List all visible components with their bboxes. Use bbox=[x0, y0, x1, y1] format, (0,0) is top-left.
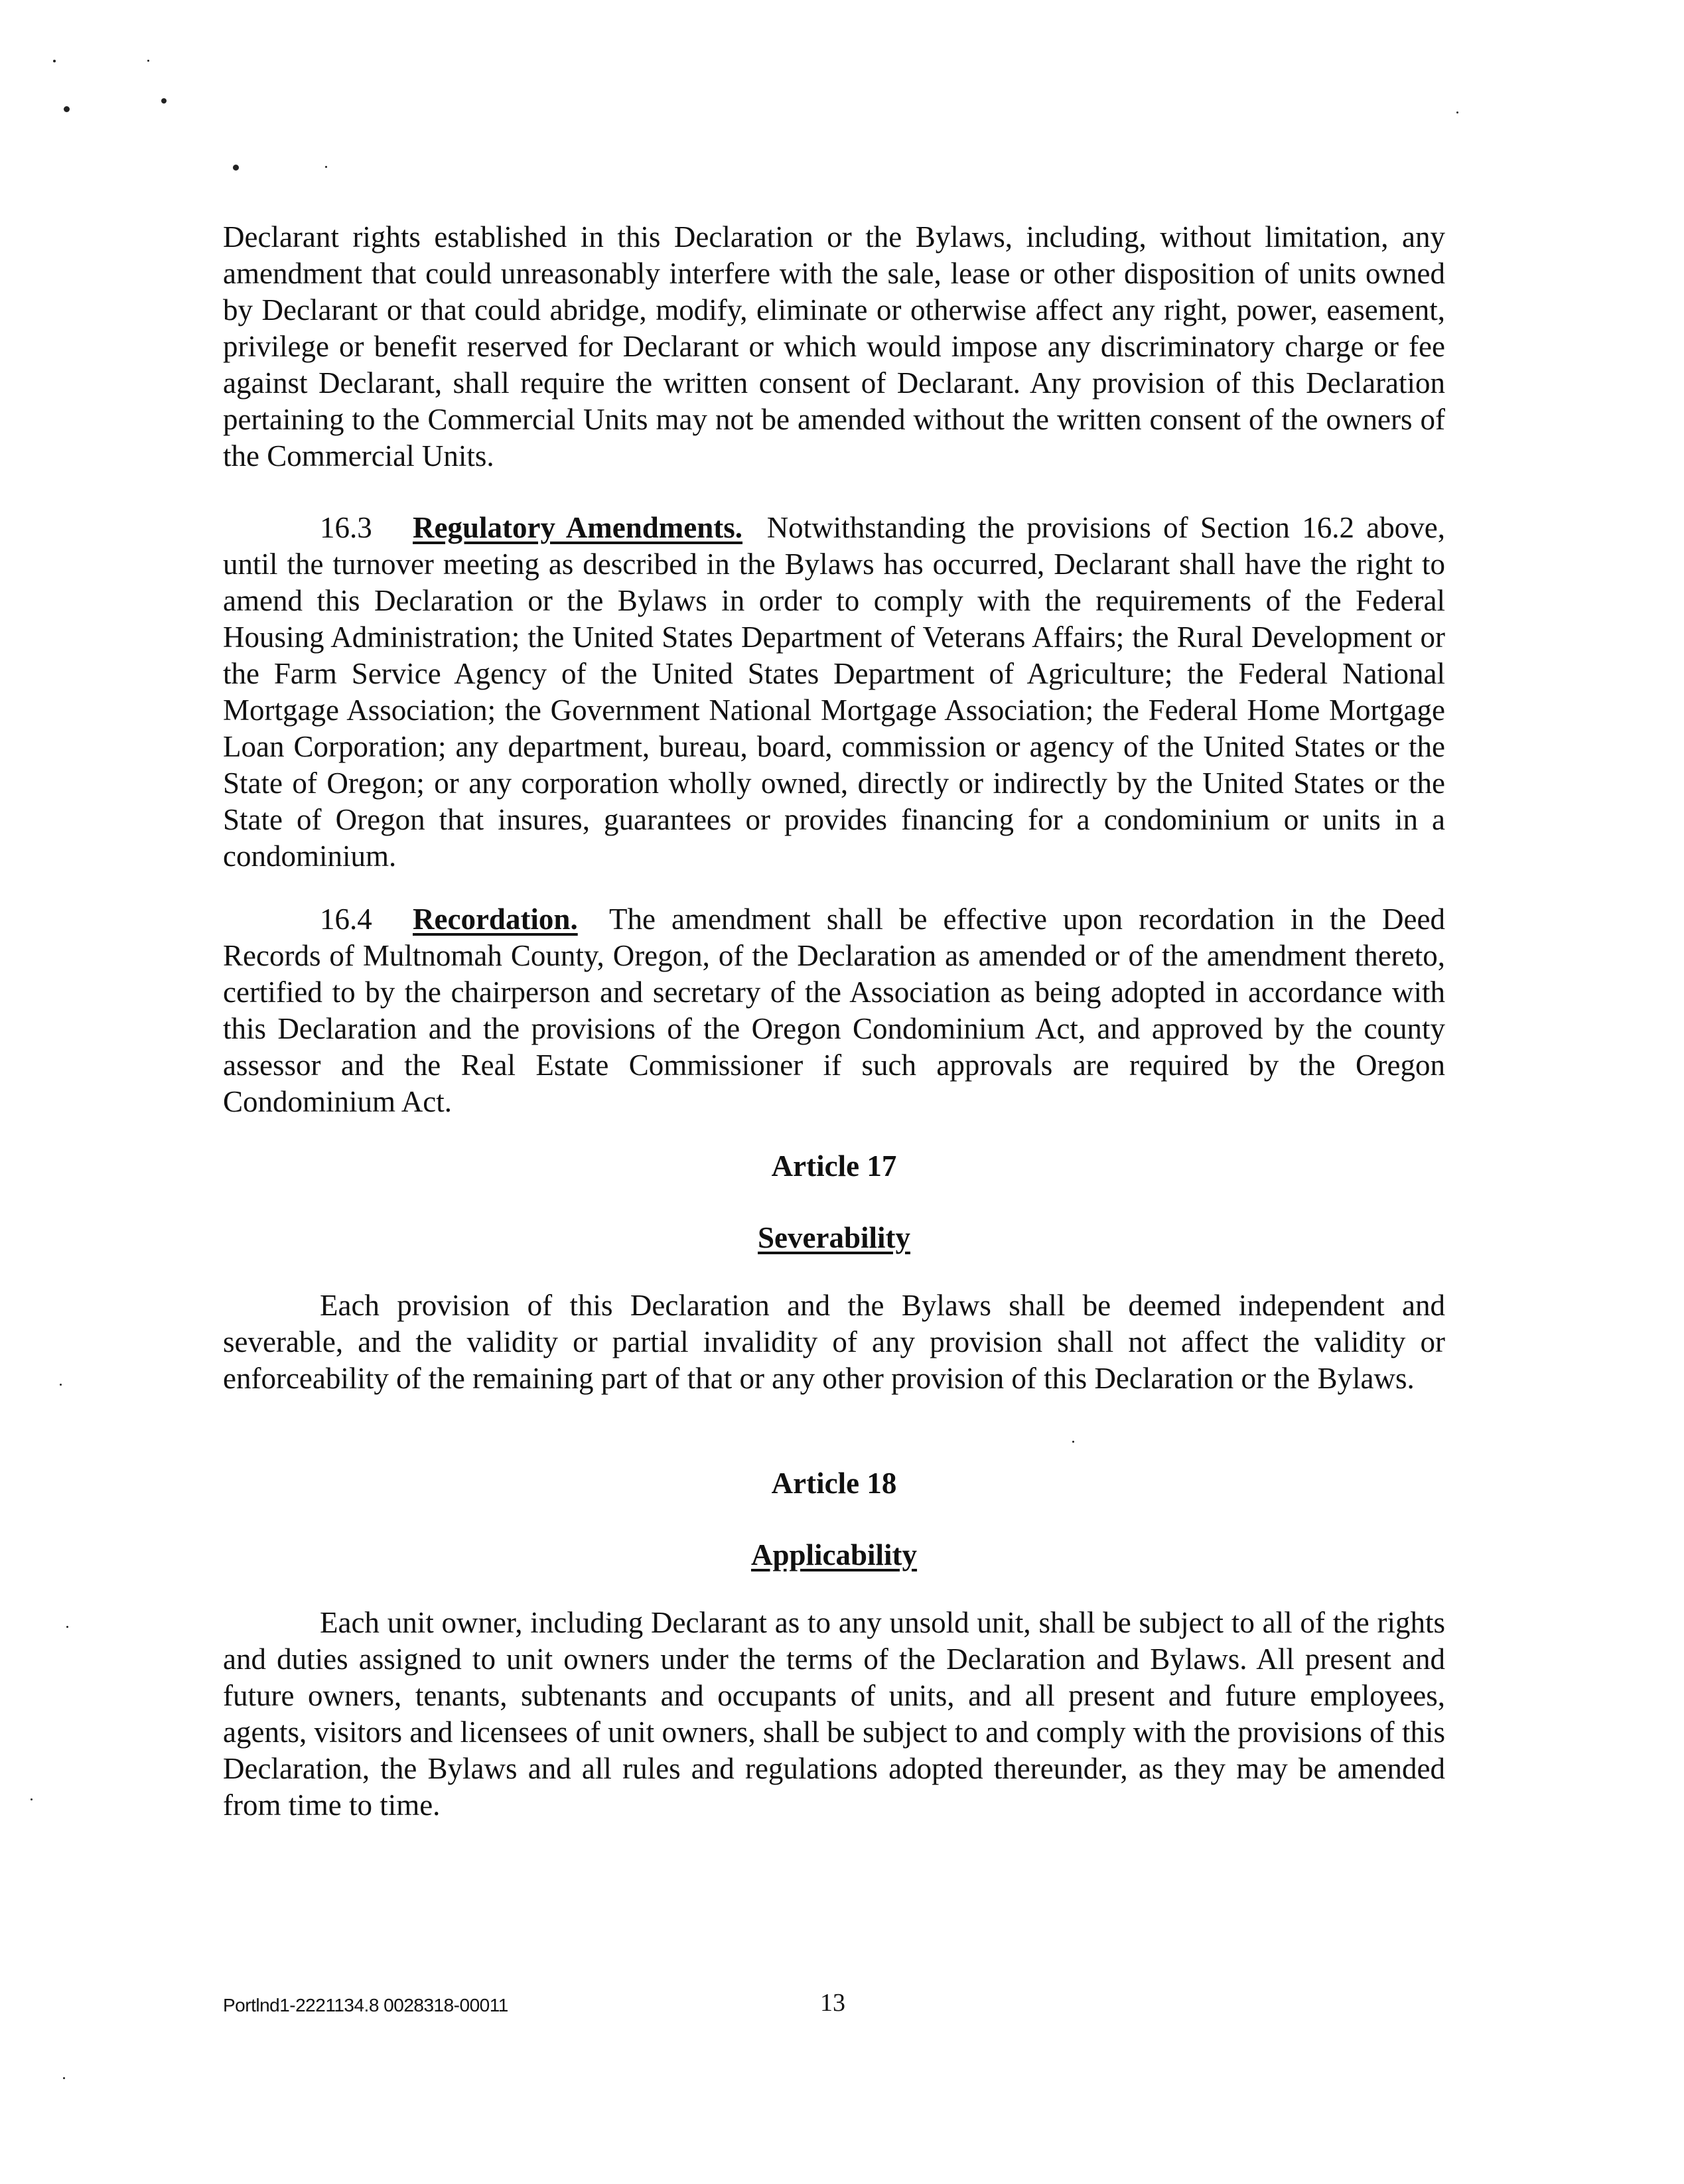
article-17-heading: Article 17 bbox=[771, 1149, 897, 1183]
section-16-4 bbox=[223, 901, 1445, 1120]
article-18-heading: Article 18 bbox=[771, 1467, 897, 1500]
section-number: 16.3 bbox=[320, 511, 372, 544]
article-18-section bbox=[223, 1605, 1445, 1824]
page-number: 13 bbox=[820, 1989, 845, 2017]
intro-paragraph: Declarant rights established in this Declaration or the Bylaws, including, without limitation, any amendment that could unreasonably interfere with the sale, lease or other disposition of units owned by Declarant or that could abridge, modify, eliminate or otherwise affect any right, power, easement, privilege or benefit reserved for Declarant or which would impose any discriminatory charge or fee against Declarant, shall require the written consent of Declarant. Any provision of this Declaration pertaining to the Commercial Units may not be amended without the written consent of the owners of the Commercial Units. bbox=[223, 220, 1445, 473]
scan-speck bbox=[31, 1798, 33, 1800]
section-title: Recordation. bbox=[413, 903, 578, 936]
scan-speck bbox=[63, 2077, 65, 2079]
section-body: The amendment shall be effective upon recordation in the Deed Records of Multnomah County, Oregon, of the Declaration as amended or of the amendment thereto, certified to by the chairperson and secretary of the Association as being adopted in accordance with this Declaration and the provisions of the Oregon Condominium Act, and approved by the county assessor and the Real Estate Commissioner if such approvals are required by the Oregon Condominium Act. bbox=[223, 903, 1446, 1118]
scan-speck bbox=[147, 60, 149, 62]
article-17-title: Severability bbox=[758, 1221, 910, 1254]
article-18-title: Applicability bbox=[750, 1538, 918, 1571]
section-title: Regulatory Amendments. bbox=[413, 511, 743, 544]
document-body bbox=[223, 219, 1445, 474]
article-18-body: Each unit owner, including Declarant as to any unsold unit, shall be subject to all of the rights and duties assigned to unit owners under the terms of the Declaration and Bylaws. All present and future owners, tenants, subtenants and occupants of units, and all present and future employees, agents, visitors and licensees of unit owners, shall be subject to and comply with the provisions of this Declaration, the Bylaws and all rules and regulations adopted thereunder, as they may be amended from time to time. bbox=[223, 1606, 1445, 1822]
article-17-section bbox=[223, 1287, 1445, 1397]
section-number: 16.4 bbox=[320, 903, 372, 936]
scan-speck bbox=[60, 1384, 62, 1386]
scan-speck bbox=[1072, 1441, 1074, 1443]
section-16-3-paragraph bbox=[223, 510, 1445, 875]
scan-speck bbox=[64, 106, 70, 112]
scan-speck bbox=[325, 166, 327, 168]
scan-speck bbox=[233, 165, 239, 171]
scan-speck bbox=[161, 98, 167, 104]
section-body: Notwithstanding the provisions of Section 16.2 above, until the turnover meeting as described in the Bylaws has occurred, Declarant shall have the right to amend this Declaration or the Bylaws in order to comply with the requirements of the Federal Housing Administration; the United States Department of Veterans Affairs; the Rural Development or the Farm Service Agency of the United States Department of Agriculture; the Federal National Mortgage Association; the Government National Mortgage Association; the Federal Home Mortgage Loan Corporation; any department, bureau, board, commission or agency of the United States or the State of Oregon; or any corporation wholly owned, directly or indirectly by the United States or the State of Oregon that insures, guarantees or provides financing for a condominium or units in a condominium. bbox=[223, 511, 1445, 873]
section-16-4-paragraph bbox=[223, 901, 1445, 1120]
scan-speck bbox=[1456, 111, 1458, 113]
article-17-body: Each provision of this Declaration and the Bylaws shall be deemed independent and severable, and the validity or partial invalidity of any provision shall not affect the validity or enforceability of the remaining part of that or any other provision of this Declaration or the Bylaws. bbox=[223, 1289, 1445, 1395]
scan-speck bbox=[66, 1626, 68, 1628]
footer-document-reference: Portlnd1-2221134.8 0028318-00011 bbox=[223, 1995, 508, 2015]
section-16-3 bbox=[223, 510, 1445, 875]
scan-speck bbox=[53, 60, 56, 62]
